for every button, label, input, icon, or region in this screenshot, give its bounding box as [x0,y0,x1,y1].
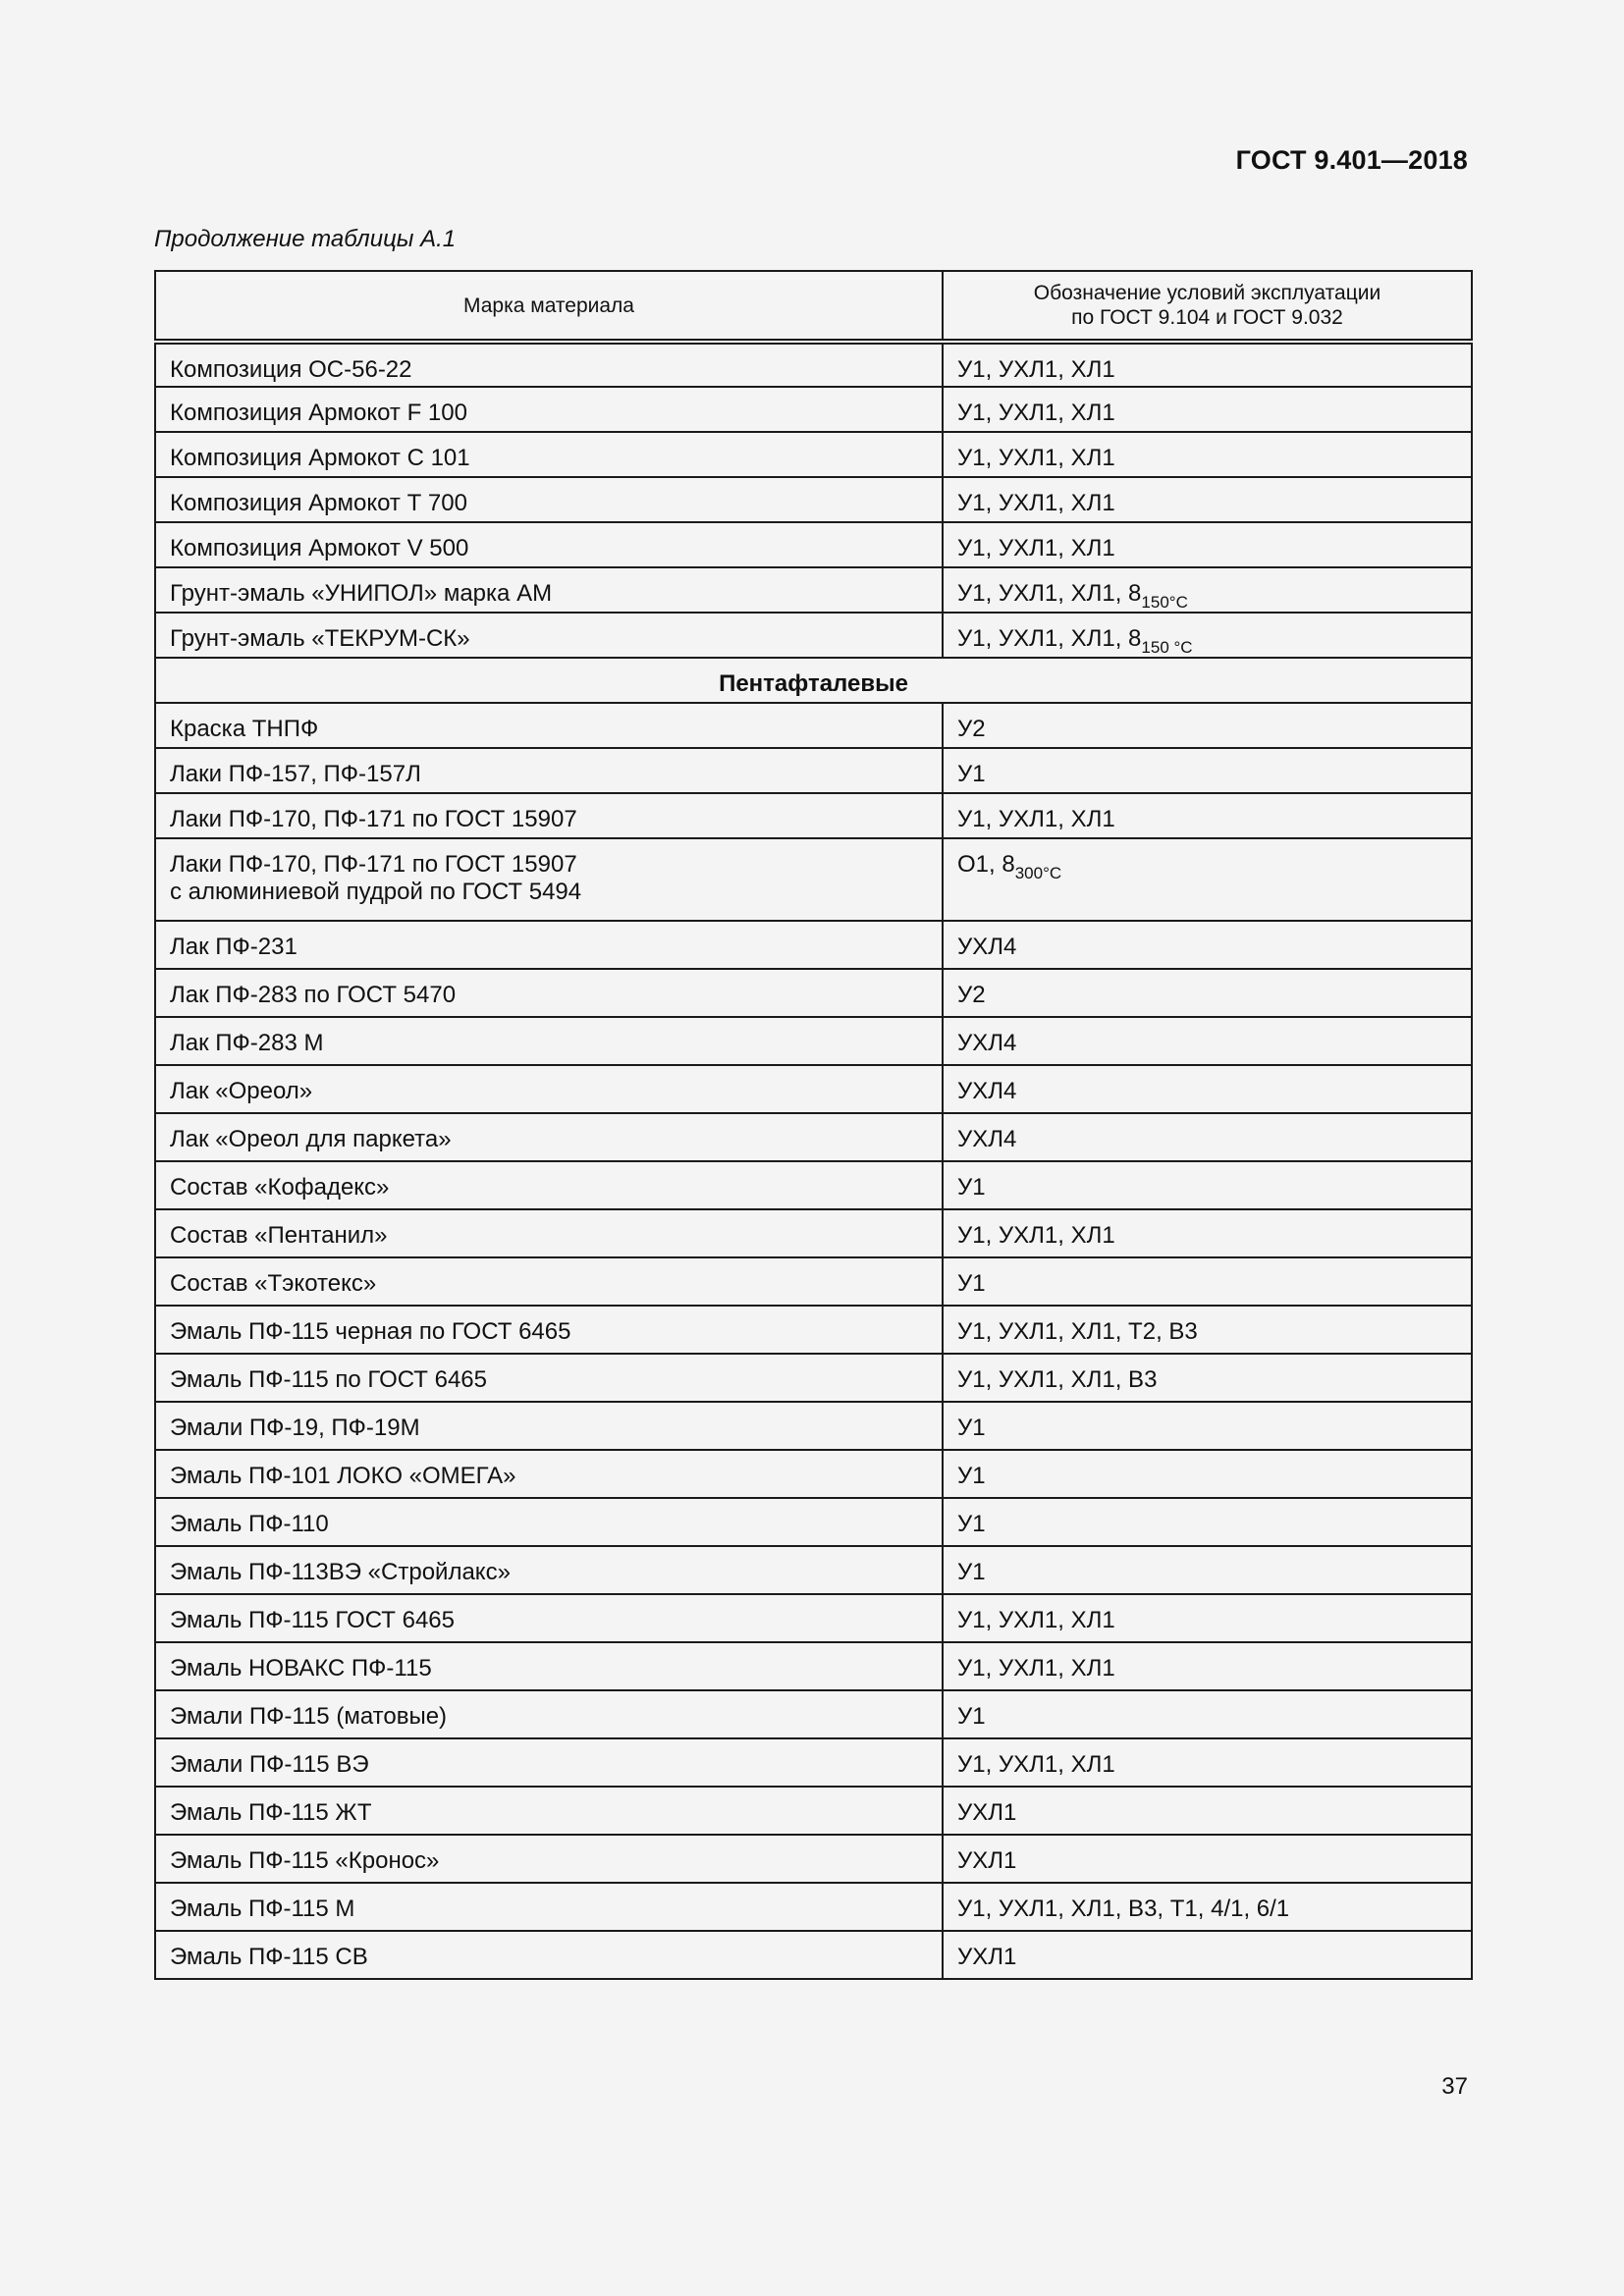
column-header-conditions [943,271,1472,342]
material-cell [155,432,943,477]
table-row [155,1402,1472,1450]
table-row [155,1787,1472,1835]
temperature-subscript: 150 °С [1141,638,1193,657]
material-name: Лак «Ореол» [170,1078,313,1104]
material-name: Эмали ПФ-19, ПФ-19М [170,1415,420,1441]
material-cell [155,1690,943,1738]
conditions-cell [943,1835,1472,1883]
conditions-value: У1, УХЛ1, ХЛ1 [957,806,1115,832]
material-name: Лак ПФ-283 по ГОСТ 5470 [170,982,457,1008]
conditions-value: У1, УХЛ1, ХЛ1 [957,400,1115,426]
section-heading: Пентафталевые [155,658,1472,703]
conditions-cell [943,1161,1472,1209]
material-cell [155,838,943,921]
material-cell [155,1354,943,1402]
conditions-cell [943,613,1472,658]
conditions-cell [943,1306,1472,1354]
material-cell [155,1498,943,1546]
conditions-value: УХЛ4 [957,934,1017,960]
conditions-value: У1, УХЛ1, ХЛ1 [957,535,1115,561]
conditions-value: У1, УХЛ1, ХЛ1, 8 [957,625,1142,652]
conditions-cell [943,1209,1472,1257]
conditions-value: У2 [957,982,986,1008]
column-header-material: Марка материала [155,271,943,342]
material-cell [155,1450,943,1498]
table-caption: Продолжение таблицы А.1 [154,226,457,252]
table-row [155,387,1472,432]
conditions-value: У1, УХЛ1, ХЛ1 [957,445,1115,471]
material-cell [155,477,943,522]
material-cell [155,1835,943,1883]
material-name: Состав «Кофадекс» [170,1174,390,1201]
conditions-value: У1 [957,1703,986,1730]
conditions-value: УХЛ1 [957,1847,1017,1874]
conditions-value: У1, УХЛ1, ХЛ1 [957,1607,1115,1633]
conditions-value: УХЛ4 [957,1126,1017,1152]
material-name: Состав «Пентанил» [170,1222,388,1249]
document-code: ГОСТ 9.401—2018 [1235,145,1468,175]
material-cell [155,342,943,387]
material-cell [155,522,943,567]
conditions-cell [943,1498,1472,1546]
conditions-cell [943,1546,1472,1594]
material-name: Лаки ПФ-157, ПФ-157Л [170,761,421,787]
conditions-value: У1, УХЛ1, ХЛ1 [957,356,1115,383]
material-cell [155,1402,943,1450]
conditions-value: У1, УХЛ1, ХЛ1 [957,490,1115,516]
material-name: Лаки ПФ-170, ПФ-171 по ГОСТ 15907 [170,806,577,832]
material-cell [155,1546,943,1594]
material-cell [155,1306,943,1354]
conditions-cell [943,477,1472,522]
table-row [155,1450,1472,1498]
material-cell [155,1209,943,1257]
material-cell [155,1113,943,1161]
material-cell [155,921,943,969]
conditions-cell [943,1642,1472,1690]
conditions-value: У1 [957,1463,986,1489]
material-name: Эмаль ПФ-115 СВ [170,1944,368,1970]
material-name: Эмаль ПФ-115 М [170,1896,355,1922]
conditions-value: У1, УХЛ1, ХЛ1 [957,1222,1115,1249]
material-name: Эмаль ПФ-110 [170,1511,329,1537]
material-name: Эмаль ПФ-115 «Кронос» [170,1847,440,1874]
conditions-cell [943,748,1472,793]
material-name: Состав «Тэкотекс» [170,1270,377,1297]
material-name: Композиция Армокот С 101 [170,445,470,471]
material-name: Эмаль ПФ-115 черная по ГОСТ 6465 [170,1318,571,1345]
table-row [155,1209,1472,1257]
material-cell [155,1594,943,1642]
conditions-value: У1 [957,1511,986,1537]
conditions-value: У1 [957,1270,986,1297]
conditions-cell [943,1354,1472,1402]
table-row [155,1498,1472,1546]
table-section-row [155,658,1472,703]
table-row [155,748,1472,793]
material-cell [155,1642,943,1690]
table-row [155,1594,1472,1642]
table-row [155,838,1472,921]
conditions-cell [943,921,1472,969]
conditions-cell [943,1787,1472,1835]
conditions-value: УХЛ4 [957,1030,1017,1056]
material-name: Композиция Армокот F 100 [170,400,467,426]
conditions-cell [943,522,1472,567]
conditions-cell [943,838,1472,921]
table-row [155,1546,1472,1594]
material-name: Эмаль ПФ-115 ГОСТ 6465 [170,1607,455,1633]
material-cell [155,703,943,748]
material-name: Композиция ОС-56-22 [170,356,412,383]
table-row [155,477,1472,522]
table-row [155,703,1472,748]
conditions-value: У1, УХЛ1, ХЛ1 [957,1655,1115,1682]
page-number: 37 [1441,2073,1468,2100]
conditions-cell [943,1065,1472,1113]
material-cell [155,387,943,432]
material-name: Эмаль ПФ-115 по ГОСТ 6465 [170,1366,488,1393]
conditions-cell [943,793,1472,838]
conditions-cell [943,1017,1472,1065]
material-cell [155,1017,943,1065]
conditions-cell [943,1450,1472,1498]
material-name: Лак ПФ-231 [170,934,298,960]
conditions-cell [943,703,1472,748]
material-name: Эмаль ПФ-113ВЭ «Стройлакс» [170,1559,511,1585]
conditions-cell [943,969,1472,1017]
conditions-cell [943,342,1472,387]
material-name: Эмали ПФ-115 ВЭ [170,1751,369,1778]
conditions-cell [943,387,1472,432]
table-row [155,1690,1472,1738]
table-row [155,1642,1472,1690]
conditions-cell [943,1738,1472,1787]
table-row [155,1931,1472,1979]
conditions-cell [943,1402,1472,1450]
table-row [155,432,1472,477]
material-name: Эмали ПФ-115 (матовые) [170,1703,448,1730]
conditions-value: У1, УХЛ1, ХЛ1, В3, Т1, 4/1, 6/1 [957,1896,1290,1922]
material-cell [155,1161,943,1209]
table-row [155,1883,1472,1931]
material-name-line2: с алюминиевой пудрой по ГОСТ 5494 [170,879,582,905]
conditions-cell [943,1931,1472,1979]
material-name: Эмаль ПФ-115 ЖТ [170,1799,372,1826]
table-row [155,1835,1472,1883]
material-cell [155,613,943,658]
table-row [155,1257,1472,1306]
conditions-cell [943,1883,1472,1931]
material-cell [155,567,943,613]
material-name: Композиция Армокот V 500 [170,535,469,561]
material-cell [155,1257,943,1306]
material-cell [155,793,943,838]
material-name: Грунт-эмаль «ТЕКРУМ-СК» [170,625,470,652]
material-name: Лак ПФ-283 М [170,1030,324,1056]
table-row [155,793,1472,838]
material-name: Эмаль НОВАКС ПФ-115 [170,1655,432,1682]
table-row [155,1065,1472,1113]
table-row [155,522,1472,567]
table-row [155,567,1472,613]
temperature-subscript: 150°С [1141,593,1188,612]
conditions-cell [943,1690,1472,1738]
conditions-value: У1, УХЛ1, ХЛ1, Т2, В3 [957,1318,1198,1345]
conditions-value: О1, 8 [957,851,1015,878]
material-cell [155,1738,943,1787]
material-cell [155,1883,943,1931]
conditions-value: У1, УХЛ1, ХЛ1 [957,1751,1115,1778]
conditions-value: У1 [957,1415,986,1441]
material-cell [155,1065,943,1113]
table-row [155,613,1472,658]
material-name: Грунт-эмаль «УНИПОЛ» марка АМ [170,580,553,607]
column-header-conditions-line1: Обозначение условий эксплуатации [1033,282,1381,304]
conditions-cell [943,432,1472,477]
material-cell [155,969,943,1017]
conditions-value: УХЛ1 [957,1944,1017,1970]
conditions-cell [943,1113,1472,1161]
conditions-value: У1 [957,1174,986,1201]
table-row [155,1738,1472,1787]
material-cell [155,1931,943,1979]
material-name: Композиция Армокот Т 700 [170,490,467,516]
table-header-row [155,271,1472,342]
conditions-cell [943,1257,1472,1306]
conditions-value: У1 [957,761,986,787]
material-name: Краска ТНПФ [170,716,319,742]
table-row [155,1113,1472,1161]
materials-table [154,270,1473,1980]
material-name: Лаки ПФ-170, ПФ-171 по ГОСТ 15907 [170,851,577,878]
table-row [155,921,1472,969]
temperature-subscript: 300°С [1014,864,1062,882]
material-name: Эмаль ПФ-101 ЛОКО «ОМЕГА» [170,1463,516,1489]
conditions-value: УХЛ4 [957,1078,1017,1104]
conditions-value: У1, УХЛ1, ХЛ1, В3 [957,1366,1158,1393]
table-body [155,342,1472,1979]
conditions-value: У1 [957,1559,986,1585]
material-name: Лак «Ореол для паркета» [170,1126,452,1152]
conditions-cell [943,567,1472,613]
table-row [155,342,1472,387]
conditions-cell [943,1594,1472,1642]
material-cell [155,748,943,793]
table-row [155,969,1472,1017]
table-row [155,1354,1472,1402]
column-header-conditions-line2: по ГОСТ 9.104 и ГОСТ 9.032 [1071,306,1343,329]
conditions-value: УХЛ1 [957,1799,1017,1826]
conditions-value: У2 [957,716,986,742]
table-row [155,1306,1472,1354]
conditions-value: У1, УХЛ1, ХЛ1, 8 [957,580,1142,607]
material-cell [155,1787,943,1835]
table-row [155,1017,1472,1065]
table-row [155,1161,1472,1209]
